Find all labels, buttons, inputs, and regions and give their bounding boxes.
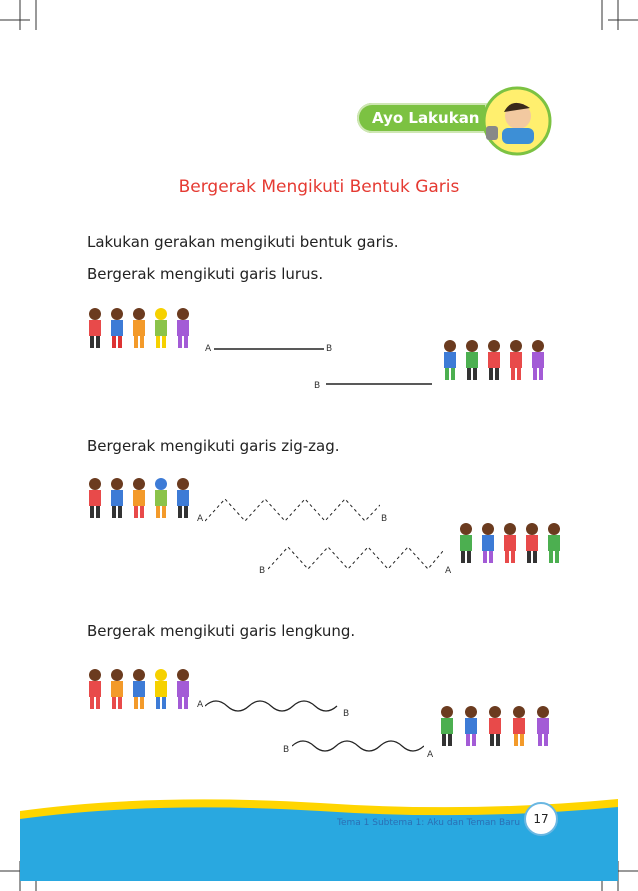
point-label-a: A (197, 700, 204, 710)
children-group-icon (437, 700, 567, 754)
point-label-a: A (205, 344, 212, 354)
point-label-b: B (283, 745, 290, 755)
point-label-a: A (427, 750, 434, 760)
intro-text: Lakukan gerakan mengikuti bentuk garis. (87, 233, 399, 251)
activity-badge-label: Ayo Lakukan (372, 109, 480, 127)
straight-line-path (326, 382, 432, 386)
children-group-icon (85, 302, 195, 352)
children-group-icon (85, 472, 195, 522)
children-group-icon (440, 334, 552, 386)
section-heading-straight: Bergerak mengikuti garis lurus. (87, 265, 324, 283)
children-group-icon (456, 517, 568, 569)
point-label-a: A (197, 514, 204, 524)
zigzag-line-path (205, 497, 380, 523)
section-heading-curved: Bergerak mengikuti garis lengkung. (87, 622, 356, 640)
page-number: 17 (524, 802, 558, 836)
page-title: Bergerak Mengikuti Bentuk Garis (178, 177, 460, 197)
zigzag-line-path (268, 545, 443, 571)
point-label-b: B (343, 709, 350, 719)
straight-line-path (214, 347, 324, 351)
kid-icon (482, 86, 552, 156)
footer-text: Tema 1 Subtema 1: Aku dan Teman Baru (337, 818, 521, 828)
point-label-b: B (314, 381, 321, 391)
point-label-a: A (445, 566, 452, 576)
curved-line-path (205, 696, 340, 716)
point-label-b: B (326, 344, 333, 354)
point-label-b: B (381, 514, 388, 524)
point-label-b: B (259, 566, 266, 576)
section-heading-zigzag: Bergerak mengikuti garis zig-zag. (87, 437, 340, 455)
footer-wave (0, 781, 638, 891)
children-group-icon (85, 663, 197, 713)
curved-line-path (292, 736, 424, 756)
